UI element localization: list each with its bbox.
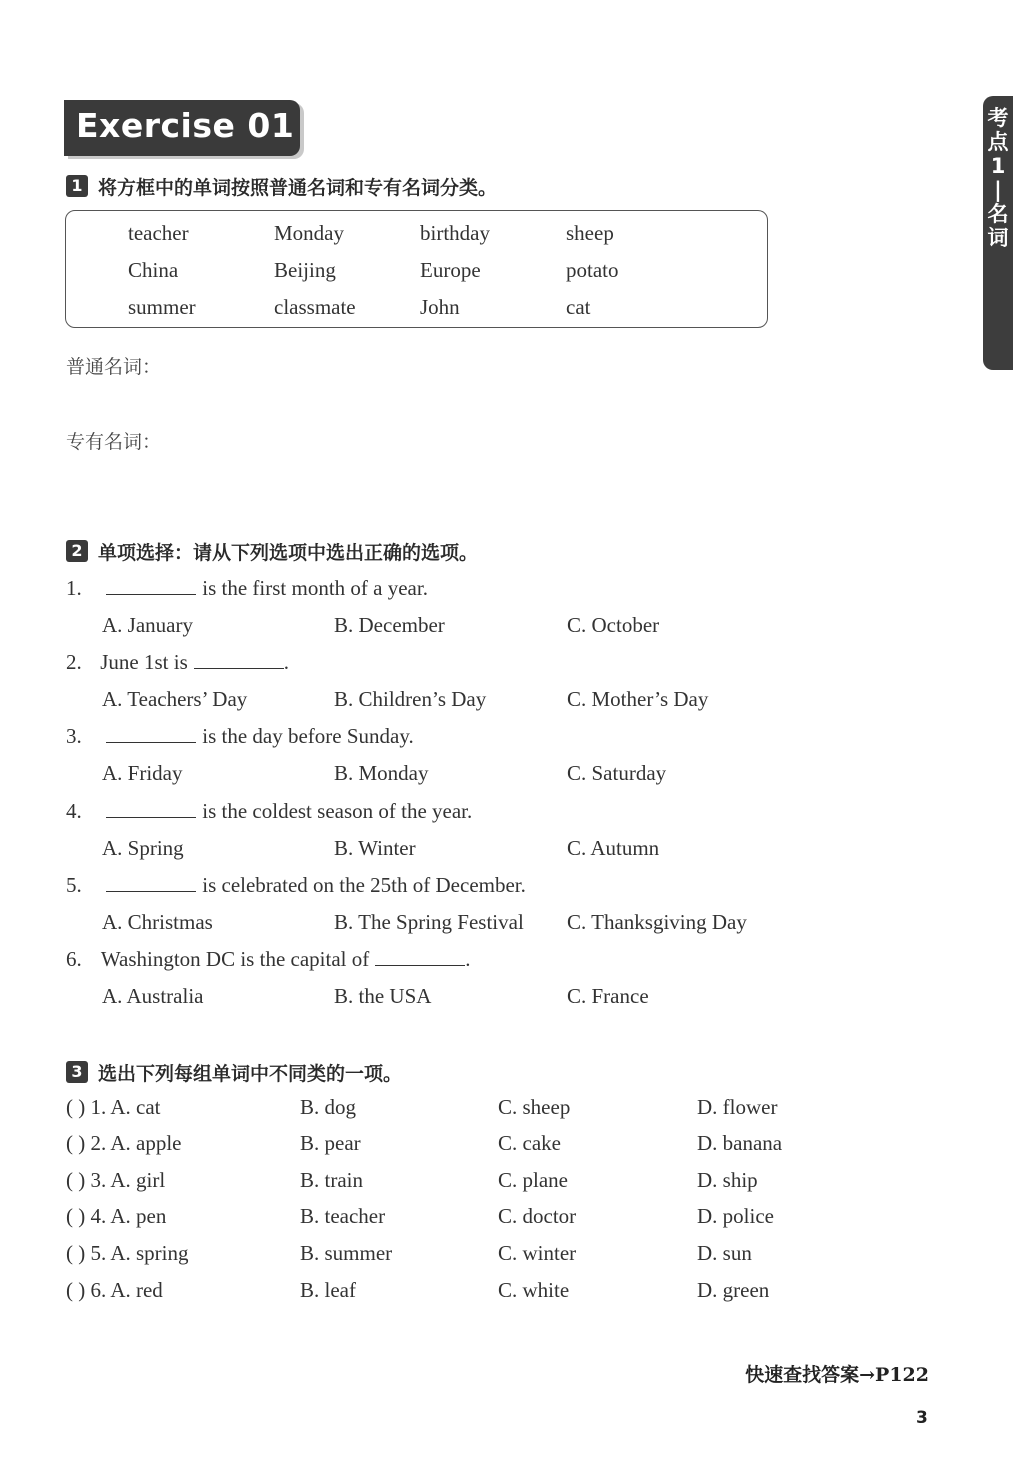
section-2-number: 2 bbox=[66, 540, 88, 562]
group-option-c: C. cake bbox=[498, 1131, 561, 1155]
option-c: C. October bbox=[567, 613, 660, 637]
exercise-title: Exercise 01 bbox=[76, 106, 295, 145]
group-option-d: D. banana bbox=[697, 1131, 783, 1155]
group-row-lead: ( ) 5. A. spring bbox=[66, 1241, 189, 1265]
side-tab-char: 名 bbox=[987, 202, 1009, 226]
option-c: C. France bbox=[567, 984, 649, 1008]
word-item: cat bbox=[566, 295, 591, 319]
question-number: 3. bbox=[66, 724, 82, 748]
group-option-c: C. plane bbox=[498, 1168, 568, 1192]
group-option-c: C. sheep bbox=[498, 1095, 571, 1119]
option-c: C. Thanksgiving Day bbox=[567, 910, 747, 934]
group-option-c: C. doctor bbox=[498, 1204, 577, 1228]
side-tab-char: 考 bbox=[987, 106, 1009, 130]
question-end: . bbox=[283, 650, 290, 674]
question-text: is celebrated on the 25th of December. bbox=[202, 873, 526, 897]
question-6 bbox=[66, 947, 470, 972]
answer-blank bbox=[106, 724, 196, 743]
word-box bbox=[65, 210, 768, 328]
section-1-number: 1 bbox=[66, 175, 88, 197]
question-3 bbox=[66, 724, 414, 749]
side-tab-char: 点 bbox=[987, 130, 1009, 154]
option-c: C. Mother’s Day bbox=[567, 687, 709, 711]
option-a: A. Christmas bbox=[102, 910, 213, 934]
question-text: is the coldest season of the year. bbox=[202, 799, 473, 823]
option-b: B. The Spring Festival bbox=[334, 910, 524, 934]
word-item: sheep bbox=[566, 221, 614, 245]
answer-blank bbox=[106, 576, 196, 595]
option-a: A. Australia bbox=[102, 984, 204, 1008]
group-option-d: D. ship bbox=[697, 1168, 758, 1192]
group-option-b: B. train bbox=[300, 1168, 363, 1192]
section-3-title bbox=[66, 1058, 402, 1086]
section-1-instruction: 将方框中的单词按照普通名词和专有名词分类。 bbox=[98, 176, 498, 199]
section-2-instruction: 单项选择：请从下列选项中选出正确的选项。 bbox=[98, 541, 479, 564]
question-1 bbox=[66, 576, 428, 601]
word-item: classmate bbox=[274, 295, 356, 319]
question-text: is the first month of a year. bbox=[202, 576, 428, 600]
option-b: B. Children’s Day bbox=[334, 687, 487, 711]
group-option-b: B. pear bbox=[300, 1131, 361, 1155]
word-item: potato bbox=[566, 258, 619, 282]
group-option-d: D. police bbox=[697, 1204, 774, 1228]
section-3-number: 3 bbox=[66, 1061, 88, 1083]
group-row-lead: ( ) 6. A. red bbox=[66, 1278, 163, 1302]
group-option-b: B. leaf bbox=[300, 1278, 356, 1302]
question-number: 1. bbox=[66, 576, 82, 600]
group-option-c: C. white bbox=[498, 1278, 570, 1302]
side-tab-text bbox=[983, 106, 1013, 250]
word-item: Europe bbox=[420, 258, 481, 282]
option-a: A. Teachers’ Day bbox=[102, 687, 248, 711]
section-3-instruction: 选出下列每组单词中不同类的一项。 bbox=[98, 1062, 403, 1085]
option-a: A. Spring bbox=[102, 836, 184, 860]
section-1-title bbox=[66, 172, 497, 200]
question-number: 6. bbox=[66, 947, 82, 971]
question-text: Washington DC is the capital of bbox=[100, 947, 370, 971]
question-end: . bbox=[465, 947, 471, 971]
option-a: A. January bbox=[102, 613, 193, 637]
group-option-d: D. flower bbox=[697, 1095, 778, 1119]
option-c: C. Autumn bbox=[567, 836, 660, 860]
group-row-lead: ( ) 2. A. apple bbox=[66, 1131, 182, 1155]
question-text: June 1st is bbox=[100, 650, 188, 674]
question-4 bbox=[66, 799, 472, 824]
side-tab-char: 1 bbox=[990, 154, 1006, 178]
answer-blank bbox=[106, 799, 196, 818]
option-b: B. Winter bbox=[334, 836, 416, 860]
question-text: is the day before Sunday. bbox=[202, 724, 414, 748]
word-item: summer bbox=[128, 295, 196, 319]
word-item: John bbox=[420, 295, 460, 319]
question-number: 4. bbox=[66, 799, 82, 823]
word-item: teacher bbox=[128, 221, 189, 245]
answer-reference: 快速查找答案→P122 bbox=[745, 1364, 929, 1386]
side-tab bbox=[983, 96, 1013, 370]
question-2 bbox=[66, 650, 289, 675]
group-row-lead: ( ) 1. A. cat bbox=[66, 1095, 161, 1119]
side-tab-char: 词 bbox=[987, 226, 1009, 250]
word-item: birthday bbox=[420, 221, 490, 245]
page-number: 3 bbox=[916, 1408, 928, 1428]
question-number: 5. bbox=[66, 873, 82, 897]
answer-blank bbox=[194, 650, 284, 669]
answer-blank bbox=[106, 873, 196, 892]
option-c: C. Saturday bbox=[567, 761, 667, 785]
group-row-lead: ( ) 3. A. girl bbox=[66, 1168, 166, 1192]
group-option-c: C. winter bbox=[498, 1241, 577, 1265]
option-b: B. the USA bbox=[334, 984, 432, 1008]
common-noun-label: 普通名词： bbox=[66, 356, 162, 378]
proper-noun-label: 专有名词： bbox=[66, 431, 162, 453]
word-item: China bbox=[128, 258, 179, 282]
group-option-d: D. sun bbox=[697, 1241, 752, 1265]
group-option-b: B. teacher bbox=[300, 1204, 386, 1228]
section-2-title bbox=[66, 537, 478, 565]
group-option-b: B. summer bbox=[300, 1241, 393, 1265]
word-item: Monday bbox=[274, 221, 344, 245]
question-5 bbox=[66, 873, 526, 898]
answer-blank bbox=[375, 947, 465, 966]
group-option-d: D. green bbox=[697, 1278, 770, 1302]
exercise-header bbox=[64, 100, 300, 156]
group-option-b: B. dog bbox=[300, 1095, 357, 1119]
option-b: B. Monday bbox=[334, 761, 429, 785]
side-tab-char: | bbox=[994, 178, 1002, 202]
option-b: B. December bbox=[334, 613, 445, 637]
word-item: Beijing bbox=[274, 258, 336, 282]
option-a: A. Friday bbox=[102, 761, 183, 785]
question-number: 2. bbox=[66, 650, 82, 674]
group-row-lead: ( ) 4. A. pen bbox=[66, 1204, 167, 1228]
